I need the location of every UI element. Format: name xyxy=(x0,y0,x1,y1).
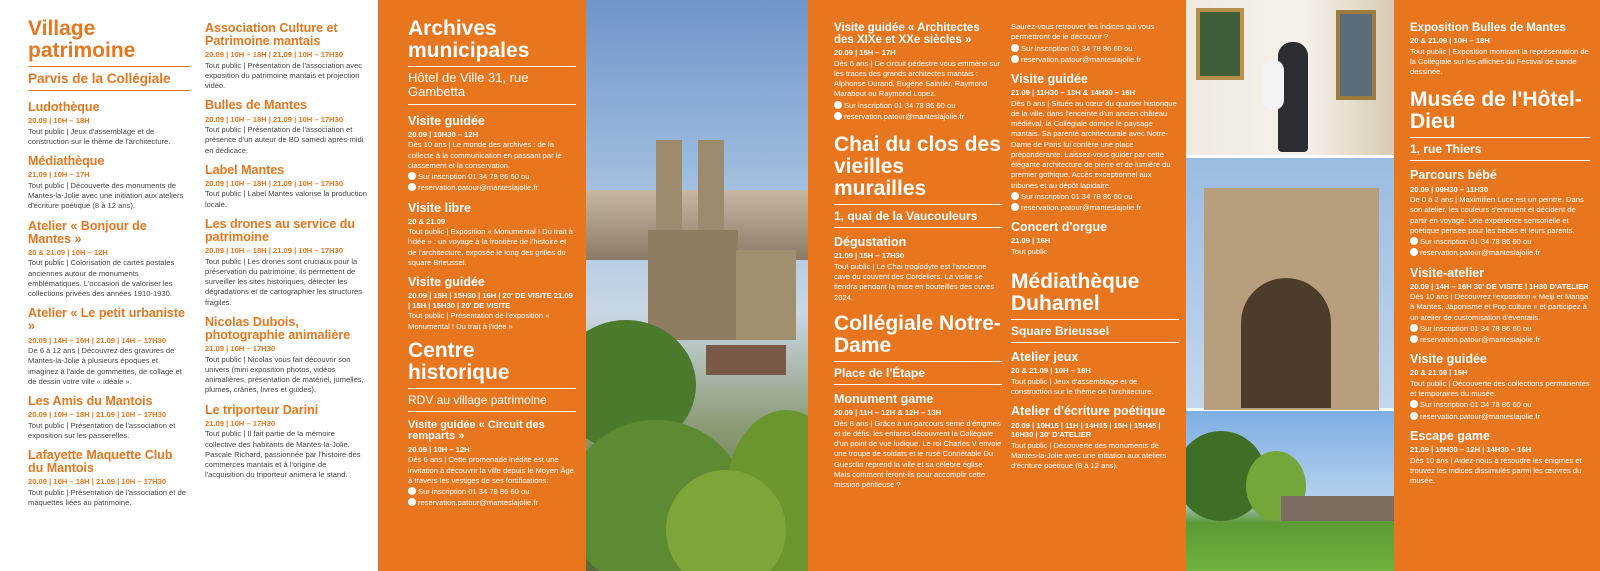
phone-line xyxy=(1410,237,1590,247)
item-text: Tout public | Il fait partie de la mémoire collective des habitants de Mantes-la-Jolie. Pascale Richard, passionnée par l'histoire des commerces mantais et à l'origine de l'acquisition du triporteur animera le stand. xyxy=(205,429,361,480)
section-subtitle: 1, quai de la Vaucouleurs xyxy=(834,209,1002,228)
mail-link[interactable]: reservation.patour@manteslajolie.fr xyxy=(1021,203,1141,213)
mail-icon xyxy=(1011,203,1019,211)
item-text: Dès 10 ans | Le monde des archives : de la collecte à la communication en passant par le classement et la conservation. xyxy=(408,140,562,170)
item-heading: Visite guidée « Circuit des remparts » xyxy=(408,418,545,443)
section-title: Chai du clos des vieilles murailles xyxy=(834,134,1002,205)
item-heading: Atelier jeux xyxy=(1011,350,1079,365)
arch xyxy=(1241,278,1331,408)
item-heading: Nicolas Dubois, photographie animalière xyxy=(205,314,351,343)
item-heading: Atelier « Le petit urbaniste » xyxy=(28,306,185,334)
item-date: 20.09 | 10H – 18H | 21.09 | 10H – 17H30 xyxy=(205,50,344,60)
item-list xyxy=(28,101,190,508)
item-date: 20.09 | 09H30 – 11H30 xyxy=(1410,184,1489,194)
section-subtitle: Hôtel de Ville 31, rue Gambetta xyxy=(408,71,576,105)
phone-line xyxy=(408,172,576,182)
item-text: Tout public | Jeux d'assemblage et de construction sur le thème de l'architecture. xyxy=(1011,376,1154,397)
phone-text: Sur inscription 01 34 78 86 60 ou xyxy=(1021,43,1133,53)
mail-line[interactable] xyxy=(1011,55,1179,65)
section-subtitle: Square Brieussel xyxy=(1011,324,1179,343)
item-text: Tout public | Les drones sont cruciaux pour la préservation du patrimoine, ils permettent de surveiller les sites historiques, détecter les dégradations et de cartographier les structures fragiles. xyxy=(205,256,363,307)
section-subtitle: Place de l'Étape xyxy=(834,366,1002,385)
panel-collegiale xyxy=(808,0,1186,571)
mail-icon xyxy=(408,183,416,191)
panel-musee xyxy=(1394,0,1600,571)
section-title: Collégiale Notre-Dame xyxy=(834,313,1002,362)
mail-icon xyxy=(408,498,416,506)
phone-line xyxy=(408,487,576,497)
item-text: Saurez-vous retrouver les indices qui vous permettront de le découvrir ? xyxy=(1011,22,1155,42)
item-date: 20.09 | 11H – 12H & 12H – 13H xyxy=(834,408,942,418)
item-text: Tout public | Nicolas vous fait découvrir son univers (mini exposition photos, vidéos animalières, présentation de matériel, jumelles, plumes, crânes, livres et guides). xyxy=(205,354,364,395)
mail-link[interactable]: reservation.patour@manteslajolie.fr xyxy=(1021,54,1141,64)
item-heading: Visite-atelier xyxy=(1410,265,1485,280)
item-date: 20.09 | 10H30 – 12H xyxy=(408,129,479,139)
photo-museum xyxy=(1186,0,1394,155)
item-date: 20.09 | 10H – 18H | 21.09 | 10H – 17H30 xyxy=(205,246,344,256)
item-heading: Lafayette Maquette Club du Mantois xyxy=(28,448,173,476)
item-text: Tout public | Présentation de l'exposition « Monumental ! Du trait à l'idée » xyxy=(408,311,550,331)
church-nave xyxy=(736,250,796,340)
item-date: 21.09 | 16H xyxy=(1011,236,1051,246)
item-heading: Atelier d'écriture poétique xyxy=(1011,404,1166,419)
item-text: De 0 à 2 ans | Maximilien Luce est un peintre. Dans son atelier, les couleurs s'ennuient et décident de partir en voyage. Une expérience sensorielle et poétique pensée pour les bébés et leurs parents. xyxy=(1410,195,1584,235)
photo-strip xyxy=(1186,0,1394,571)
item-text: Dès 6 ans | Cette promenade inédite est une invitation à découvrir la ville depuis le Moyen Âge à travers les vestiges de ses fortifications. xyxy=(408,455,574,485)
phone-line xyxy=(1011,44,1179,54)
item-heading: Monument game xyxy=(834,391,934,406)
item-text: Tout public | Colorisation de cartes postales anciennes autour de monuments emblématiques. L'occasion de valoriser les collections privées des années 1910-1930. xyxy=(28,258,175,299)
item-text: Dès 10 ans | Aidez-nous à résoudre les énigmes et trouvez les indices dissimulés parmi les œuvres du musée. xyxy=(1410,455,1582,486)
church-facade xyxy=(648,230,738,340)
item-date: 20.09 | 14H – 16H 30' DE VISITE | 1H30 D'ATELIER xyxy=(1410,281,1589,291)
mail-link[interactable]: reservation.patour@manteslajolie.fr xyxy=(418,498,538,508)
item-date: 20.09 | 15H | 15H30 | 16H | 20' DE VISITE 21.09 | 15H | 15H30 | 20' DE VISITE xyxy=(408,291,573,310)
item-text: Tout public | Présentation de l'association et présence d'un auteur de BD samedi après-midi en dédicace. xyxy=(205,125,364,155)
item-date: 20.09 | 15H – 17H xyxy=(834,48,896,58)
item-date: 20.09 | 14H – 16H | 21.09 | 14H – 17H30 xyxy=(28,335,167,345)
item-date: 21.09 | 11H30 – 13H & 14H30 – 16H xyxy=(1011,88,1136,98)
item-heading: Visite guidée xyxy=(1011,72,1088,86)
painting xyxy=(1196,8,1244,80)
phone-line xyxy=(834,101,1002,111)
phone-icon xyxy=(1011,44,1019,52)
mail-link[interactable]: reservation.patour@manteslajolie.fr xyxy=(1420,335,1540,345)
item-heading: Dégustation xyxy=(834,235,907,250)
mail-link[interactable]: reservation.patour@manteslajolie.fr xyxy=(418,183,538,193)
item-heading: Visite libre xyxy=(408,200,471,215)
item-heading: Visite guidée xyxy=(408,275,485,290)
item-text: Dès 6 ans | Située au cœur du quartier historique de la ville, dans l'enceinte d'un ancien château médiéval, la Collégiale domine le paysage mantais. Sa parenté architecturale avec Notre-Dame de Paris lui confère une place prépondérante. Laissez-vous guider par cette élégante architecture de pierre et de lumière du premier gothique. Accès exceptionnel aux tribunes et au dépôt lapidaire. xyxy=(1011,98,1177,190)
item-text: Tout public | Exposition montrant la représentation de la Collégiale sur les affiches du Festival de bande dessinée. xyxy=(1410,46,1589,77)
mail-link[interactable]: reservation.patour@manteslajolie.fr xyxy=(1420,248,1540,258)
item-text: Dès 10 ans | Découvrez l'exposition « Meiji et Manga à Mantes, Japonisme et Pop culture » et participez à un atelier de customisation d'éventails. xyxy=(1410,292,1589,322)
phone-icon xyxy=(1410,324,1418,332)
section-title: Village patrimoine xyxy=(28,18,190,67)
item-date: 20.09 | 10H15 | 11H | 14H15 | 15H | 15H45 | 16H30 | 30' D'ATELIER xyxy=(1011,420,1161,440)
mail-line[interactable] xyxy=(1410,335,1590,345)
item-text: Tout public | Le Chai troglodyte est l'ancienne cave du couvent des Cordeliers. La visite se tiendra pendant la mise en bouteilles des cuves 2024. xyxy=(834,261,994,302)
section-title: Musée de l'Hôtel-Dieu xyxy=(1410,89,1590,138)
phone-icon xyxy=(408,487,416,495)
phone-text: Sur inscription 01 34 78 86 60 ou xyxy=(844,100,956,110)
section-subtitle: 1, rue Thiers xyxy=(1410,142,1590,161)
mail-icon xyxy=(1410,248,1418,256)
mail-line[interactable] xyxy=(1011,203,1179,213)
phone-line xyxy=(1410,400,1590,410)
item-heading: Visite guidée « Architectes des XIXe et XXe siècles » xyxy=(834,22,980,47)
panel-village xyxy=(0,0,378,571)
column-associations xyxy=(205,0,367,571)
item-date: 20 & 21.09 | 10H – 12H xyxy=(28,247,108,257)
phone-icon xyxy=(1410,237,1418,245)
phone-icon xyxy=(1011,192,1019,200)
phone-icon xyxy=(834,101,842,109)
item-date: 20 & 21.09 xyxy=(408,216,446,226)
item-heading: Bulles de Mantes xyxy=(205,98,308,113)
item-date: 21.09 | 10H – 17H30 xyxy=(205,418,276,428)
phone-text: Sur inscription 01 34 78 86 60 ou xyxy=(1420,237,1532,246)
item-date: 21.09 | 10H – 17H30 xyxy=(205,344,276,354)
item-date: 20.09 | 10H – 18H | 21.09 | 10H – 17H30 xyxy=(205,114,344,124)
column-archives xyxy=(408,0,576,571)
photo-hotel-dieu xyxy=(1186,158,1394,408)
item-heading: Association Culture et Patrimoine mantais xyxy=(205,21,338,49)
mail-icon xyxy=(834,112,842,120)
item-date: 20.09 | 10H – 18H | 21.09 | 10H – 17H30 xyxy=(28,477,167,487)
building xyxy=(1281,496,1394,521)
section-title: Médiathèque Duhamel xyxy=(1011,271,1179,320)
item-heading: Le triporteur Darini xyxy=(205,402,319,417)
item-text: Tout public | Présentation de l'association et exposition sur les passerelles. xyxy=(28,420,176,440)
item-text: Tout public xyxy=(1011,246,1048,256)
section-title: Archives municipales xyxy=(408,18,576,67)
item-date: 20 & 21.09 | 10H – 18H xyxy=(1410,36,1490,46)
item-text: Tout public | Découverte des collections permanentes et temporaires du musée. xyxy=(1410,378,1590,399)
photo-collegiale xyxy=(586,0,808,571)
item-date: 20.09 | 10H – 18H | 21.09 | 10H – 17H30 xyxy=(28,410,167,420)
mail-icon xyxy=(1011,55,1019,63)
item-heading: Concert d'orgue xyxy=(1011,220,1108,235)
mail-link[interactable]: reservation.patour@manteslajolie.fr xyxy=(1420,411,1540,421)
mail-line[interactable] xyxy=(408,498,576,508)
mail-line[interactable] xyxy=(834,112,1002,122)
mail-icon xyxy=(1410,412,1418,420)
mail-line[interactable] xyxy=(1410,248,1590,258)
item-text: Tout public | Découverte des monuments de Mantes-la-Jolie avec une initiation aux ateliers d'écriture poétique (8 à 12 ans). xyxy=(1011,440,1167,471)
section-subtitle: RDV au village patrimoine xyxy=(408,393,576,412)
section-subtitle: Parvis de la Collégiale xyxy=(28,71,190,91)
item-date: 20.09 | 10H – 12H xyxy=(408,444,470,454)
item-heading: Les Amis du Mantois xyxy=(28,394,153,409)
phone-line xyxy=(1011,192,1179,202)
column-mediatheque xyxy=(1011,0,1179,571)
panel-archives xyxy=(378,0,586,571)
phone-text: Sur inscription 01 34 78 86 60 ou xyxy=(418,487,530,497)
column-chai xyxy=(834,0,1002,571)
column-village xyxy=(28,0,190,571)
phone-icon xyxy=(408,172,416,180)
house-roof xyxy=(706,345,786,375)
item-heading: Escape game xyxy=(1410,428,1490,443)
phone-icon xyxy=(1410,400,1418,408)
item-heading: Parcours bébé xyxy=(1410,168,1497,183)
item-text: Tout public | Exposition « Monumental ! Du trait à l'idée » : un voyage à la frontière de l'histoire et de l'architecture, exposée le long des grilles du square Brieussel. xyxy=(408,227,573,267)
painting xyxy=(1336,10,1376,100)
photo-park xyxy=(1186,411,1394,571)
child xyxy=(1262,60,1284,110)
item-text: Tout public | Présentation de l'association avec exposition du patrimoine mantais et projection vidéo. xyxy=(205,60,363,91)
item-text: De 6 à 12 ans | Découvrez des gravures de Mantes-la-Jolie à plusieurs époques et imaginez à l'aide de gommettes, de collage et de dessin votre ville « idéale ». xyxy=(28,346,182,386)
item-heading: Les drones au service du patrimoine xyxy=(205,216,356,245)
column-musee xyxy=(1410,0,1590,571)
section-title: Centre historique xyxy=(408,340,576,389)
phone-line xyxy=(1410,324,1590,334)
phone-text: Sur inscription 01 34 78 86 60 ou xyxy=(1420,400,1532,410)
mail-icon xyxy=(1410,335,1418,343)
item-text: Tout public | Découverte des monuments de Mantes-la-Jolie avec une initiation aux ateliers d'écriture poétique (8 à 12 ans). xyxy=(28,180,184,211)
phone-text: Sur inscription 01 34 78 86 60 ou xyxy=(418,172,530,182)
item-text: Dès 8 ans | Grâce à un parcours semé d'énigmes et de défis, les enfants découvrent la Collégiale d'un point de vue ludique. Le roi Charles V envoie une troupe de soldats et le rusé Connétable Du Guesclin reprend la ville et sa célèbre église. Mais comment feront-ils pour accomplir cette mission périlleuse ? xyxy=(834,418,1002,490)
item-heading: Exposition Bulles de Mantes xyxy=(1410,22,1566,34)
item-date: 21.09 | 10H – 17H xyxy=(28,170,90,180)
mail-line[interactable] xyxy=(408,183,576,193)
item-heading: Visite guidée xyxy=(1410,352,1487,367)
item-heading: Visite guidée xyxy=(408,113,485,128)
item-text: Dès 6 ans | Ce circuit pédestre vous emmène sur les traces des grands architectes mantais : Alphonse Durand, Eugène Saintier, Raymond Marabout ou Raymond Lopez. xyxy=(834,58,1001,99)
item-date: 20 & 21.09 | 15H xyxy=(1410,368,1468,378)
phone-text: Sur inscription 01 34 78 86 60 ou xyxy=(1021,191,1133,201)
mail-line[interactable] xyxy=(1410,412,1590,422)
item-text: Tout public | Label Mantes valorise la production locale. xyxy=(205,189,367,209)
item-text: Tout public | Présentation de l'association et de maquettes liées au patrimoine. xyxy=(28,487,186,508)
item-heading: Médiathèque xyxy=(28,154,105,169)
item-heading: Atelier « Bonjour de Mantes » xyxy=(28,218,147,246)
mail-link[interactable]: reservation.patour@manteslajolie.fr xyxy=(844,111,964,121)
item-date: 21.09 | 15H – 17H30 xyxy=(834,251,905,261)
item-heading: Ludothèque xyxy=(28,100,100,115)
item-text: Tout public | Jeux d'assemblage et de construction sur le thème de l'architecture. xyxy=(28,126,171,146)
item-date: 21.09 | 10H30 – 12H | 14H30 – 16H xyxy=(1410,445,1532,455)
item-heading: Label Mantes xyxy=(205,162,285,177)
item-date: 20.09 | 10H – 18H | 21.09 | 10H – 17H30 xyxy=(205,178,344,188)
item-date: 20.09 | 10H – 18H xyxy=(28,116,90,126)
phone-text: Sur inscription 01 34 78 86 60 ou xyxy=(1420,323,1532,333)
item-date: 20 & 21.09 | 10H – 18H xyxy=(1011,366,1091,376)
